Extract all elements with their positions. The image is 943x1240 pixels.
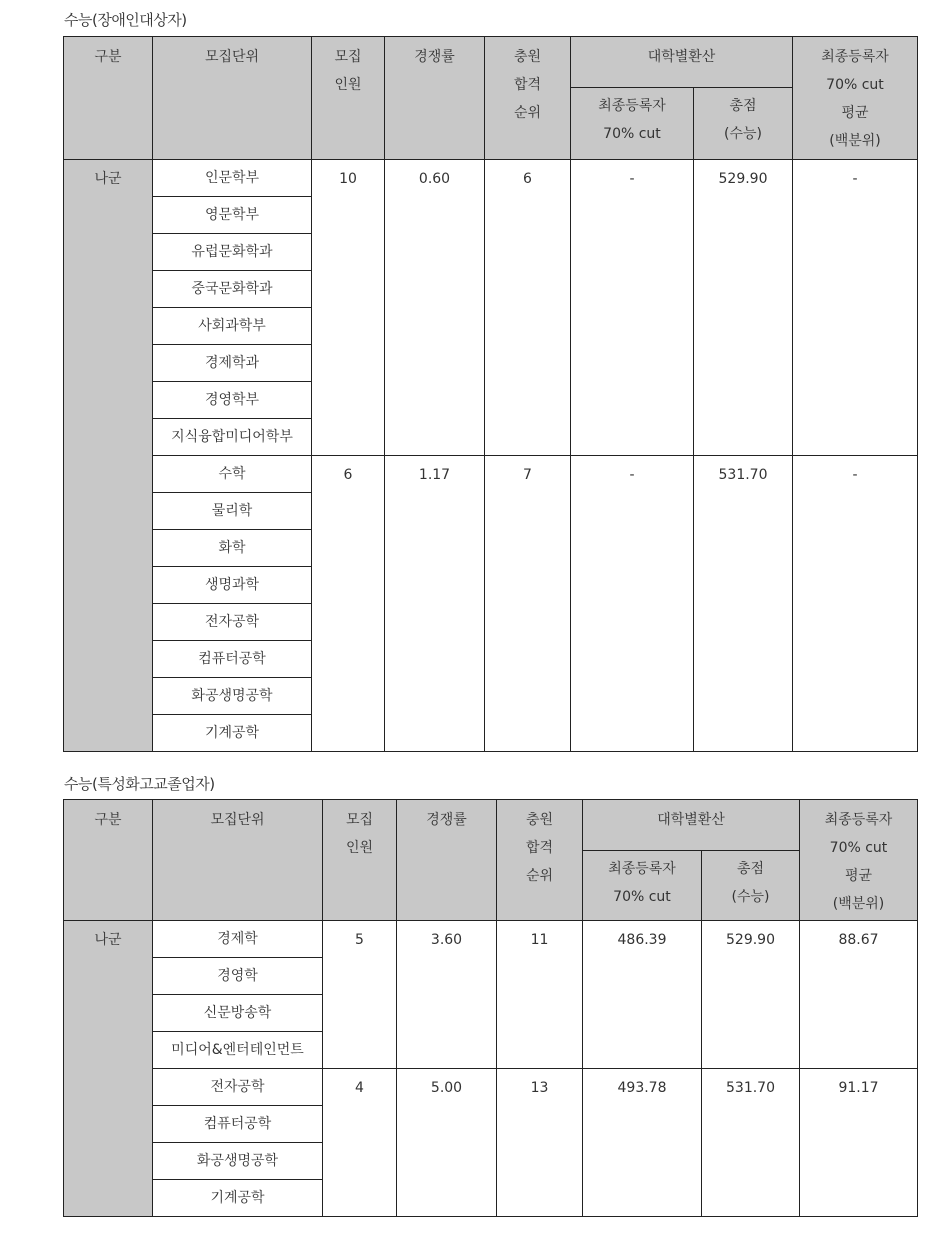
unit-cell: 수학 <box>153 456 312 493</box>
header-final: 최종등록자 70% cut 평균 (백분위) <box>800 800 918 921</box>
unit-cell: 화학 <box>153 530 312 567</box>
table-row <box>64 1069 918 1106</box>
cut-cell: - <box>571 456 694 752</box>
unit-cell: 컴퓨터공학 <box>153 1106 323 1143</box>
quota-cell: 6 <box>312 456 385 752</box>
rate-cell: 5.00 <box>397 1069 497 1217</box>
unit-cell: 경제학 <box>153 921 323 958</box>
total-cell: 531.70 <box>702 1069 800 1217</box>
final-cell: - <box>793 160 918 456</box>
unit-cell: 미디어&엔터테인먼트 <box>153 1032 323 1069</box>
unit-cell: 경영학 <box>153 958 323 995</box>
cut-cell: 486.39 <box>583 921 702 1069</box>
rank-cell: 7 <box>485 456 571 752</box>
unit-cell: 화공생명공학 <box>153 678 312 715</box>
rank-cell: 11 <box>497 921 583 1069</box>
final-cell: - <box>793 456 918 752</box>
header-final: 최종등록자 70% cut 평균 (백분위) <box>793 37 918 160</box>
unit-cell: 생명과학 <box>153 567 312 604</box>
unit-cell: 화공생명공학 <box>153 1143 323 1180</box>
table-row <box>64 921 918 958</box>
quota-cell: 4 <box>323 1069 397 1217</box>
header-rate: 경쟁률 <box>385 37 485 160</box>
header-group: 구분 <box>64 37 153 160</box>
rank-cell: 6 <box>485 160 571 456</box>
unit-cell: 기계공학 <box>153 715 312 752</box>
group-label: 나군 <box>64 921 153 1217</box>
admission-table-disabled <box>63 36 918 752</box>
header-unit: 모집단위 <box>153 37 312 160</box>
admission-table-vocational <box>63 799 918 1217</box>
header-conversion: 대학별환산 <box>583 800 800 851</box>
header-conversion-total: 총점 (수능) <box>694 87 793 159</box>
final-cell: 91.17 <box>800 1069 918 1217</box>
unit-cell: 전자공학 <box>153 604 312 641</box>
rate-cell: 3.60 <box>397 921 497 1069</box>
unit-cell: 경제학과 <box>153 345 312 382</box>
header-group: 구분 <box>64 800 153 921</box>
header-conversion: 대학별환산 <box>571 37 793 88</box>
total-cell: 529.90 <box>702 921 800 1069</box>
header-rate: 경쟁률 <box>397 800 497 921</box>
unit-cell: 사회과학부 <box>153 308 312 345</box>
cut-cell: - <box>571 160 694 456</box>
group-label: 나군 <box>64 160 153 752</box>
unit-cell: 경영학부 <box>153 382 312 419</box>
total-cell: 531.70 <box>694 456 793 752</box>
unit-cell: 지식융합미디어학부 <box>153 419 312 456</box>
header-conversion-cut: 최종등록자 70% cut <box>571 87 694 159</box>
rate-cell: 1.17 <box>385 456 485 752</box>
table-row <box>64 160 918 197</box>
header-rank: 충원 합격 순위 <box>485 37 571 160</box>
rate-cell: 0.60 <box>385 160 485 456</box>
unit-cell: 전자공학 <box>153 1069 323 1106</box>
unit-cell: 기계공학 <box>153 1180 323 1217</box>
header-quota: 모집 인원 <box>323 800 397 921</box>
header-quota: 모집 인원 <box>312 37 385 160</box>
unit-cell: 영문학부 <box>153 197 312 234</box>
unit-cell: 인문학부 <box>153 160 312 197</box>
unit-cell: 중국문화학과 <box>153 271 312 308</box>
final-cell: 88.67 <box>800 921 918 1069</box>
unit-cell: 신문방송학 <box>153 995 323 1032</box>
cut-cell: 493.78 <box>583 1069 702 1217</box>
total-cell: 529.90 <box>694 160 793 456</box>
quota-cell: 5 <box>323 921 397 1069</box>
header-conversion-total: 총점 (수능) <box>702 850 800 920</box>
table-row <box>64 456 918 493</box>
unit-cell: 유럽문화학과 <box>153 234 312 271</box>
section-caption: 수능(특성화고교졸업자) <box>64 775 215 793</box>
header-unit: 모집단위 <box>153 800 323 921</box>
rank-cell: 13 <box>497 1069 583 1217</box>
unit-cell: 물리학 <box>153 493 312 530</box>
unit-cell: 컴퓨터공학 <box>153 641 312 678</box>
section-caption: 수능(장애인대상자) <box>64 11 187 29</box>
quota-cell: 10 <box>312 160 385 456</box>
header-conversion-cut: 최종등록자 70% cut <box>583 850 702 920</box>
header-rank: 충원 합격 순위 <box>497 800 583 921</box>
